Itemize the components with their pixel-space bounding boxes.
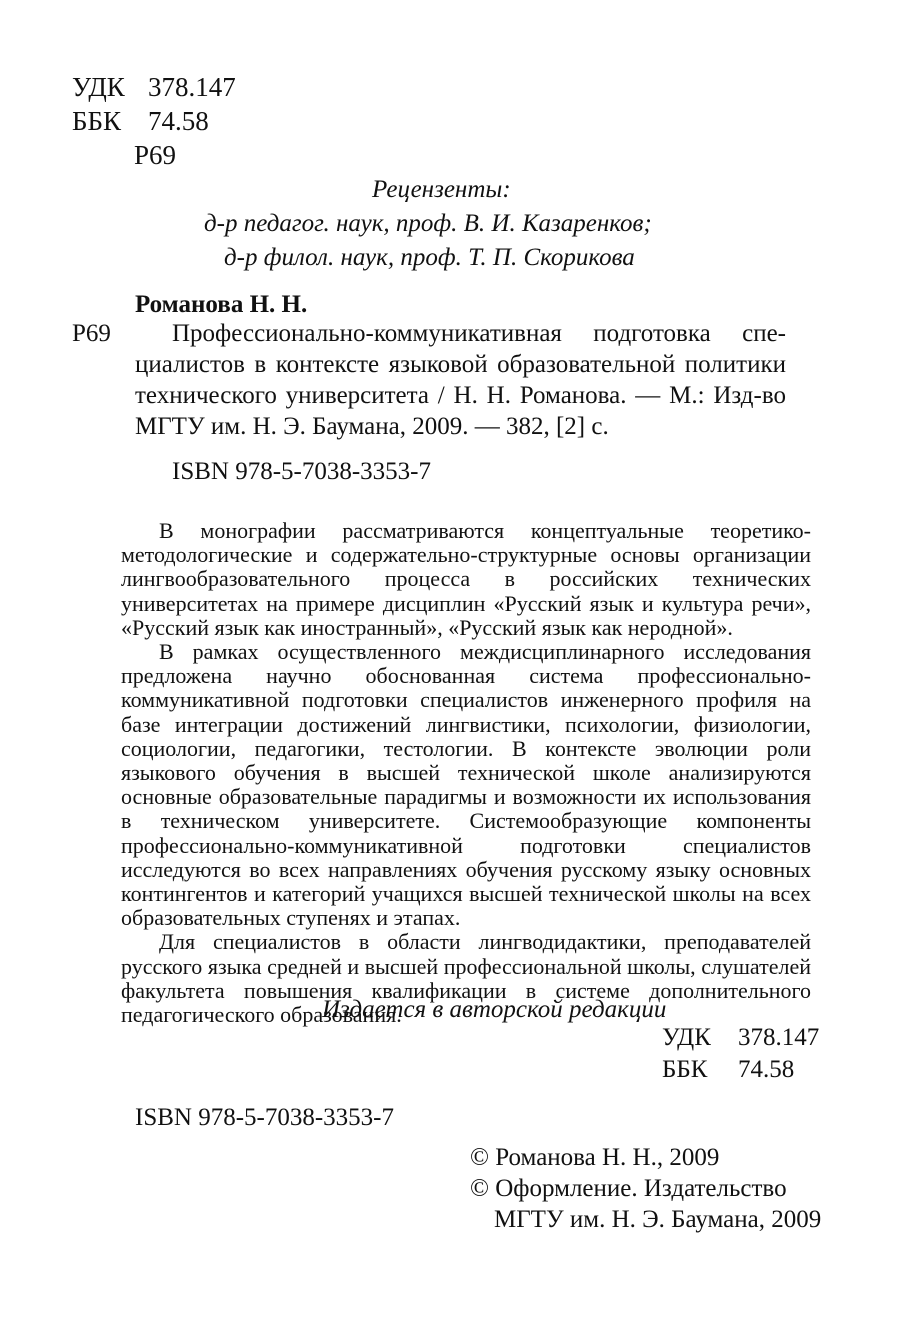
top-codes xyxy=(72,70,236,172)
reviewers-heading: Рецензенты: xyxy=(372,176,511,203)
abstract-paragraph: В монографии рассматриваются концептуальные теоретико-методологические и содержательно-структурные основы организации лингвообразовательного процесса в российских технических университетах на примере дисциплин «Русский язык и культура речи», «Русский язык как иностранный», «Русский язык как неродной». xyxy=(121,518,811,640)
copyright-block xyxy=(470,1142,821,1235)
edition-note: Издается в авторской редакции xyxy=(322,996,667,1023)
entry-desc-line: циалистов в контексте языковой образовательной политики xyxy=(135,351,786,378)
bbk-code-bottom: ББК 74.58 xyxy=(662,1056,795,1083)
entry-isbn: ISBN 978-5-7038-3353-7 xyxy=(172,458,432,485)
author-mark-top: Р69 xyxy=(134,140,177,170)
udc-code-bottom: УДК 378.147 xyxy=(662,1024,820,1051)
copyright-line: © Оформление. Издательство xyxy=(470,1175,787,1202)
entry-desc-line: Профессионально-коммуникативная подготовка спе- xyxy=(172,320,786,347)
bottom-codes xyxy=(662,1022,819,1086)
abstract xyxy=(121,519,811,1027)
entry-code: Р69 xyxy=(72,320,111,347)
copyright-line: © Романова Н. Н., 2009 xyxy=(470,1144,720,1171)
abstract-paragraph: Для специалистов в области лингводидактики, преподавателей русского языка средней и высшей профессиональной школы, слушателей факультета повышения квалификации в системе дополнительного педагогического образования. xyxy=(121,929,811,1028)
entry-desc-line: МГТУ им. Н. Э. Баумана, 2009. — 382, [2] с. xyxy=(135,413,609,440)
entry-author: Романова Н. Н. xyxy=(135,291,308,318)
reviewers-block xyxy=(0,174,900,273)
reviewer-line: д-р педагог. наук, проф. В. И. Казаренков; xyxy=(204,210,652,237)
entry-desc-line: технического университета / Н. Н. Романова. — М.: Изд-во xyxy=(135,382,786,409)
abstract-paragraph: В рамках осуществленного междисциплинарного исследования предложена научно обоснованная система профессионально-коммуникативной подготовки специалистов инженерного профиля на базе интеграции достижений лингвистики, психологии, физиологии, социологии, педагогики, тестологии. В контексте эволюции роли языкового обучения в высшей технической школе анализируются основные образовательные парадигмы и возможности их использования в техническом университете. Системообразующие компоненты профессионально-коммуникативной подготовки специалистов исследуются во всех направлениях обучения русскому языку основных контингентов и категорий учащихся высшей технической школы на всех образовательных ступенях и этапах. xyxy=(121,639,811,931)
copyright-line: МГТУ им. Н. Э. Баумана, 2009 xyxy=(494,1206,822,1233)
reviewer-line: д-р филол. наук, проф. Т. П. Скорикова xyxy=(224,244,635,271)
isbn-bottom: ISBN 978-5-7038-3353-7 xyxy=(135,1104,395,1131)
bbk-code-top: ББК 74.58 xyxy=(72,106,209,136)
udc-code-top: УДК 378.147 xyxy=(72,72,236,102)
